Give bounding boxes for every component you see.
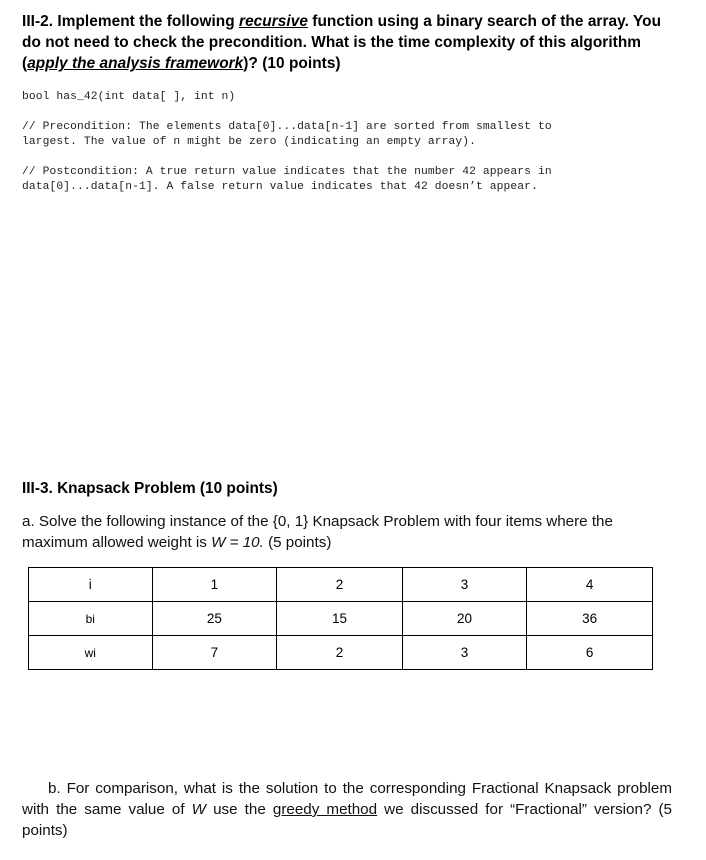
q3a-text-1: a. Solve the following instance of the {0, 1} Knapsack Problem with four items where the maximum allowed weight is [22, 513, 613, 551]
q3b-greedy-method: greedy method [272, 801, 378, 818]
knapsack-table [28, 567, 653, 670]
table-cell: 2 [277, 636, 403, 670]
question-2-heading [22, 11, 672, 74]
q2-heading-text-3: )? (10 points) [243, 55, 341, 72]
table-cell: 25 [152, 602, 277, 636]
table-cell: 20 [402, 602, 527, 636]
precondition-line-2: largest. The value of n might be zero (indicating an empty array). [22, 136, 477, 148]
q3b-text-1: b. For comparison, what is the solution to the corresponding Fractional Knapsack problem with the same value of [22, 780, 672, 818]
table-cell: wi [29, 636, 153, 670]
table-cell: bi [29, 602, 153, 636]
question-3b-text [22, 778, 672, 841]
postcondition-line-1: // Postcondition: A true return value indicates that the number 42 appears in [22, 166, 552, 178]
table-cell: 15 [277, 602, 403, 636]
table-cell: 7 [152, 636, 277, 670]
table-row-benefits [29, 602, 653, 636]
table-cell: 36 [527, 602, 653, 636]
q2-heading-text-1: III-2. Implement the following [22, 13, 240, 30]
table-cell: 4 [527, 568, 653, 602]
q3b-weight-symbol: W [191, 801, 207, 818]
table-cell: 3 [402, 568, 527, 602]
code-signature: bool has_42(int data[ ], int n) [22, 91, 236, 103]
table-cell: 1 [152, 568, 277, 602]
table-row-items [29, 568, 653, 602]
q3a-text-2: (5 points) [263, 534, 332, 551]
table-cell: i [29, 568, 153, 602]
q3b-text-3: we discussed for “Fractional” version? (5 points) [22, 801, 672, 839]
q2-heading-text-2: function using a binary search of the array. You do not need to check the precondition. What is the time complexity of this algorithm ( [22, 13, 662, 72]
postcondition-line-2: data[0]...data[n-1]. A false return value indicates that 42 doesn’t appear. [22, 181, 538, 193]
table-cell: 2 [277, 568, 403, 602]
q3b-text-2: use the [206, 801, 273, 818]
q2-heading-framework: apply the analysis framework [27, 55, 244, 72]
q3a-weight-limit: W = 10. [211, 534, 264, 551]
precondition-line-1: // Precondition: The elements data[0]...data[n-1] are sorted from smallest to [22, 121, 552, 133]
q2-heading-recursive: recursive [239, 13, 308, 30]
question-3a-text [22, 511, 682, 553]
question-3-heading: III-3. Knapsack Problem (10 points) [22, 480, 278, 497]
table-row-weights [29, 636, 653, 670]
table-cell: 3 [402, 636, 527, 670]
table-cell: 6 [527, 636, 653, 670]
